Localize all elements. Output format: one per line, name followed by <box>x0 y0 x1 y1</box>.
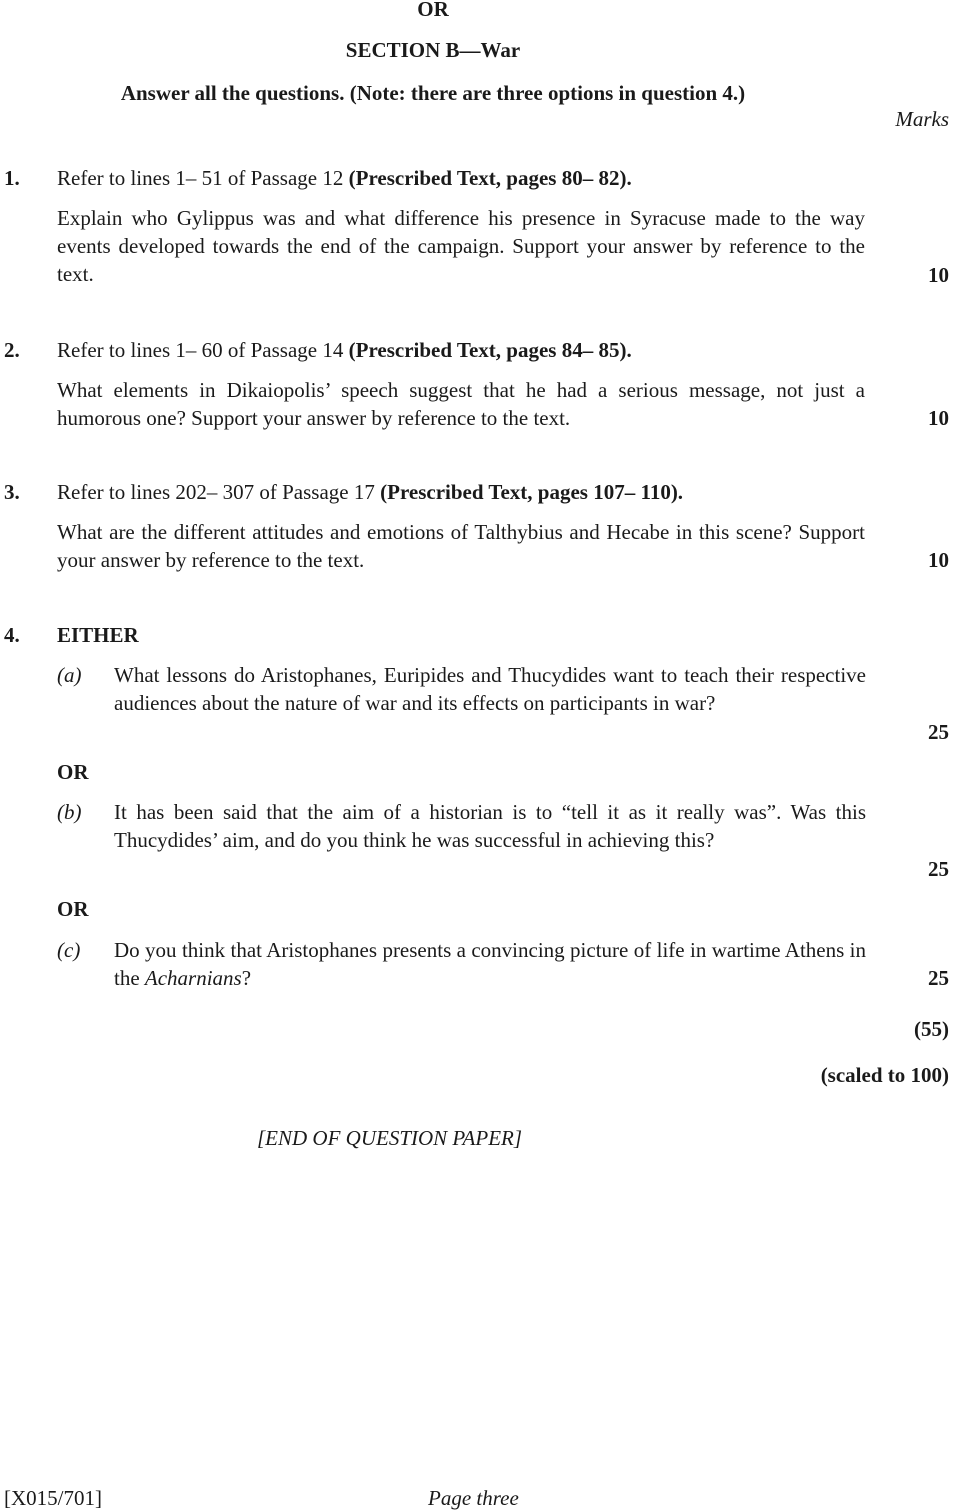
option-b-text: It has been said that the aim of a historian is to “tell it as it really was”. Was this Thucydides’ aim, and do you think he was successful in achieving this? <box>114 800 866 852</box>
question-3-reference: Refer to lines 202– 307 of Passage 17 (Prescribed Text, pages 107– 110). <box>57 480 684 504</box>
end-of-paper: [END OF QUESTION PAPER] <box>257 1126 523 1150</box>
question-2-reference: Refer to lines 1– 60 of Passage 14 (Prescribed Text, pages 84– 85). <box>57 338 632 362</box>
question-2-marks: 10 <box>928 406 949 430</box>
question-4-number: 4. <box>4 623 20 647</box>
or-heading: OR <box>417 0 449 21</box>
option-b-marks: 25 <box>928 857 949 881</box>
marks-column-label: Marks <box>895 107 949 131</box>
or-label-1: OR <box>57 760 89 784</box>
section-title: SECTION B—War <box>345 38 521 62</box>
question-2-body: What elements in Dikaiopolis’ speech suggest that he had a serious message, not just a humorous one? Support your answer by reference to the text. <box>57 378 865 430</box>
option-b-label: (b) <box>57 800 82 824</box>
question-2-number: 2. <box>4 338 20 362</box>
question-1-body: Explain who Gylippus was and what difference his presence in Syracuse made to the way events developed towards the end of the campaign. Support your answer by reference to the text. <box>57 206 865 286</box>
option-a-marks: 25 <box>928 720 949 744</box>
question-1-reference: Refer to lines 1– 51 of Passage 12 (Prescribed Text, pages 80– 82). <box>57 166 632 190</box>
paper-code: [X015/701] <box>4 1486 102 1510</box>
option-a-text: What lessons do Aristophanes, Euripides and Thucydides want to teach their respective audiences about the nature of war and its effects on participants in war? <box>114 663 866 715</box>
scaled-marks: (scaled to 100) <box>820 1063 949 1087</box>
question-3-marks: 10 <box>928 548 949 572</box>
question-3-number: 3. <box>4 480 20 504</box>
question-1-marks: 10 <box>928 263 949 287</box>
option-c-marks: 25 <box>928 966 949 990</box>
total-marks: (55) <box>914 1017 949 1041</box>
option-c-label: (c) <box>57 938 81 962</box>
instructions: Answer all the questions. (Note: there are three options in question 4.) <box>120 81 746 105</box>
option-a-label: (a) <box>57 663 82 687</box>
either-label: EITHER <box>57 623 139 647</box>
question-3-body: What are the different attitudes and emotions of Talthybius and Hecabe in this scene? Support your answer by reference to the text. <box>57 520 865 572</box>
or-label-2: OR <box>57 897 89 921</box>
option-c-text: Do you think that Aristophanes presents a convincing picture of life in wartime Athens in the Acharnians? <box>114 938 866 990</box>
question-1-number: 1. <box>4 166 20 190</box>
page-number: Page three <box>428 1486 519 1510</box>
